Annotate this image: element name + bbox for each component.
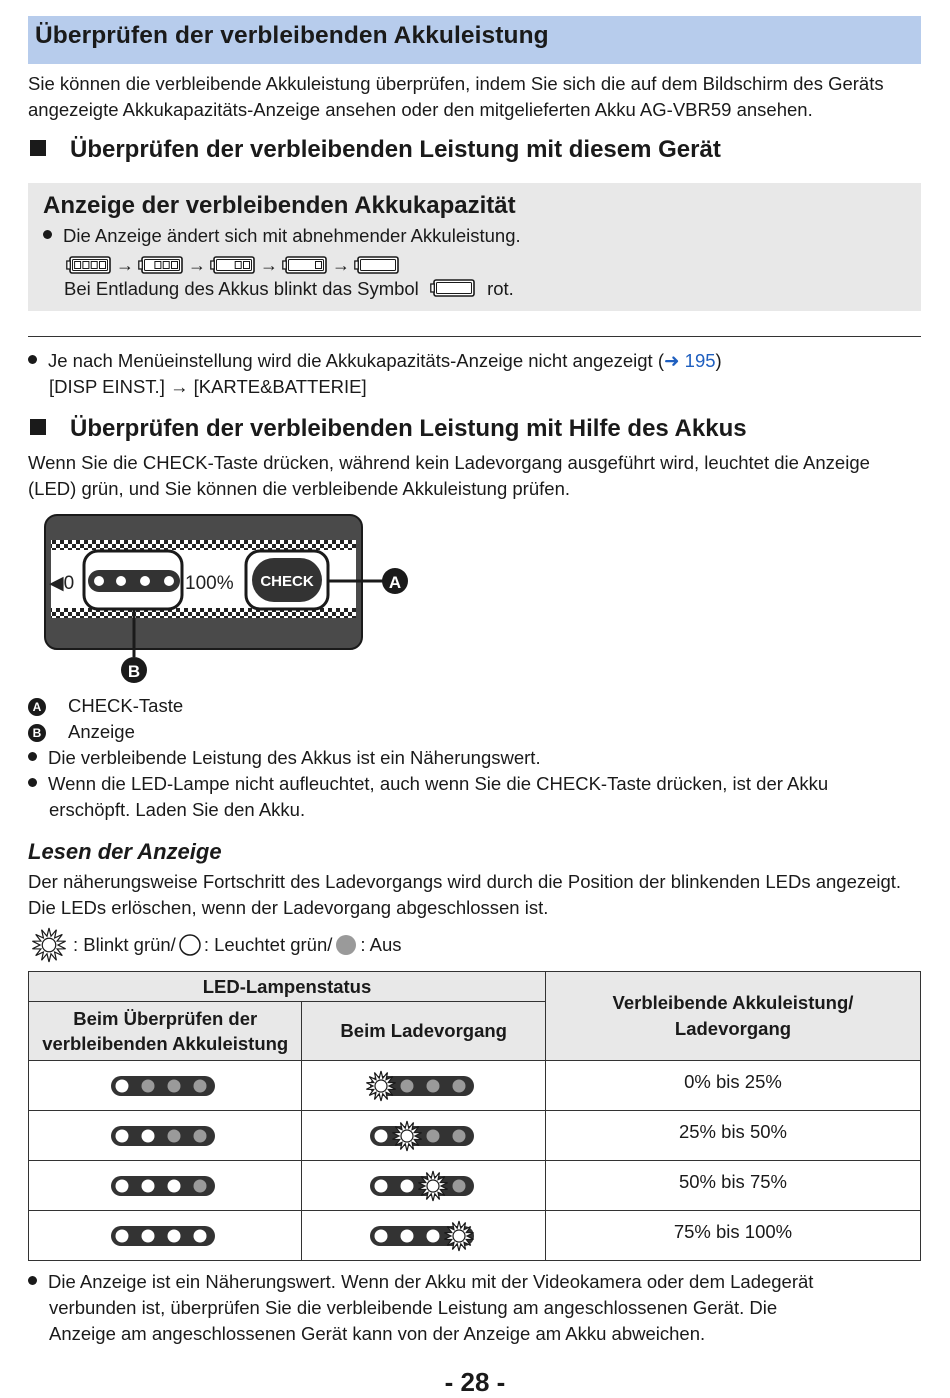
zero-label: ◀0 (49, 573, 75, 594)
check-led-strip (107, 1118, 223, 1154)
svg-text:B: B (127, 662, 141, 681)
battery-segment (155, 262, 161, 269)
led-lit (374, 1129, 387, 1142)
led-key: : Blinkt grün/ : Leuchtet grün/ : Aus (30, 927, 402, 963)
battery-segment (91, 262, 97, 269)
battery-level-0-icon (354, 254, 400, 276)
marker-b-icon: B (28, 724, 46, 742)
section1-heading: Überprüfen der verbleibenden Leistung mit diesem Gerät (28, 136, 721, 164)
led-off (452, 1179, 465, 1192)
led-status-table (28, 971, 921, 1261)
led-lit (142, 1229, 155, 1242)
led-off (168, 1129, 181, 1142)
led-lit (142, 1129, 155, 1142)
charging-status-cell (302, 1111, 546, 1161)
led-lit (116, 1229, 129, 1242)
led-lit (194, 1229, 207, 1242)
intro-text: Sie können die verbleibende Akkuleistung überprüfen, indem Sie sich die auf dem Bildschirm des Geräts angezeigte Akkukapazitäts-Anzeige ansehen oder den mitgelieferten Akku AG-VBR59 ansehen. (28, 73, 884, 120)
led-off (452, 1129, 465, 1142)
battery-segment (163, 262, 169, 269)
blink-note: Bei Entladung des Akkus blinkt das Symbol rot. (64, 278, 514, 299)
battery-level-3-icon (138, 254, 184, 276)
legend-a: A CHECK-Taste (28, 693, 183, 719)
led-off (142, 1079, 155, 1092)
led-4 (164, 576, 174, 586)
remaining-range-cell: 50% bis 75% (545, 1161, 920, 1211)
blink-center (401, 1130, 413, 1142)
blink-center (375, 1080, 387, 1092)
battery-level-sequence (66, 254, 400, 278)
led-lit (168, 1229, 181, 1242)
table-row (29, 1111, 921, 1161)
charging-led-strip (366, 1068, 482, 1104)
sequence-arrow: → (116, 254, 134, 275)
battery-empty-icon (430, 277, 476, 299)
footer-note-3: Anzeige am angeschlossenen Gerät kann von der Anzeige am Akku abweichen. (49, 1323, 706, 1344)
check-status-cell (29, 1211, 302, 1261)
section2-heading: Überprüfen der verbleibenden Leistung mit Hilfe des Akkus (28, 415, 747, 443)
led-off (194, 1179, 207, 1192)
battery-level-2-icon (210, 254, 256, 276)
divider (28, 336, 921, 337)
lit-led-icon (178, 933, 202, 957)
led-1 (94, 576, 104, 586)
footer-note-2: verbunden ist, überprüfen Sie die verbleibende Leistung am angeschlossenen Gerät. Die (49, 1297, 778, 1318)
led-lit (142, 1179, 155, 1192)
square-bullet-icon (30, 419, 46, 435)
check-led-strip (107, 1068, 223, 1104)
led-off (194, 1079, 207, 1092)
table-header-main: LED-Lampenstatus (29, 972, 546, 1002)
check-led-strip (107, 1218, 223, 1254)
reading-heading: Lesen der Anzeige (28, 839, 222, 864)
led-lit (426, 1229, 439, 1242)
table-header-remaining: Verbleibende Akkuleistung/ Ladevorgang (545, 972, 920, 1061)
battery-segment (172, 262, 178, 269)
battery-level-1-icon (282, 254, 328, 276)
battery-segment (235, 262, 241, 269)
led-off (400, 1079, 413, 1092)
charging-status-cell (302, 1211, 546, 1261)
led-lit (400, 1179, 413, 1192)
sequence-arrow: → (188, 254, 206, 275)
table-row (29, 1211, 921, 1261)
sequence-arrow: → (260, 254, 278, 275)
blink-center (453, 1230, 465, 1242)
bullet-icon (28, 355, 37, 364)
bullet-led-off: Wenn die LED-Lampe nicht aufleuchtet, auch wenn Sie die CHECK-Taste drücken, ist der Akku (28, 771, 828, 797)
remaining-range-cell: 0% bis 25% (545, 1061, 920, 1111)
legend-b: B Anzeige (28, 719, 135, 745)
sequence-arrow: → (332, 254, 350, 275)
marker-a-icon: A (28, 698, 46, 716)
table-row (29, 1061, 921, 1111)
charging-led-strip (366, 1118, 482, 1154)
led-off (426, 1129, 439, 1142)
battery-segment (83, 262, 89, 269)
square-bullet-icon (30, 140, 46, 156)
blinking-led-icon (30, 927, 72, 963)
battery-segment (100, 262, 106, 269)
table-header-charging: Beim Ladevorgang (302, 1002, 546, 1061)
charging-led-strip (366, 1218, 482, 1254)
check-led-strip (107, 1168, 223, 1204)
led-lit (168, 1179, 181, 1192)
led-lit (374, 1229, 387, 1242)
check-status-cell (29, 1061, 302, 1111)
led-lit (116, 1179, 129, 1192)
bullet-icon (28, 1276, 37, 1285)
bullet-icon (43, 230, 52, 239)
remaining-range-cell: 25% bis 50% (545, 1111, 920, 1161)
capacity-box-bullet: Die Anzeige ändert sich mit abnehmender Akkuleistung. (43, 223, 521, 249)
bullet-approx: Die verbleibende Leistung des Akkus ist ein Näherungswert. (28, 745, 541, 771)
battery-level-4-icon (66, 254, 112, 276)
charging-status-cell (302, 1061, 546, 1111)
led-off (168, 1079, 181, 1092)
bullet-led-off-cont: erschöpft. Laden Sie den Akku. (49, 799, 306, 820)
led-3 (140, 576, 150, 586)
bullet-icon (28, 752, 37, 761)
table-row (29, 1161, 921, 1211)
charging-status-cell (302, 1161, 546, 1211)
led-off (452, 1079, 465, 1092)
led-lit (374, 1179, 387, 1192)
led-lit (116, 1079, 129, 1092)
check-status-cell (29, 1111, 302, 1161)
blink-center (42, 938, 56, 952)
charging-led-strip (366, 1168, 482, 1204)
footer-note-1: Die Anzeige ist ein Näherungswert. Wenn der Akku mit der Videokamera oder dem Ladegerät (28, 1269, 813, 1295)
led-off (426, 1079, 439, 1092)
battery-segment (75, 262, 81, 269)
led-off (194, 1129, 207, 1142)
battery-check-illustration (40, 512, 420, 690)
check-button-label: CHECK (260, 573, 314, 590)
hundred-label: 100% (185, 573, 234, 594)
section2-text: Wenn Sie die CHECK-Taste drücken, während kein Ladevorgang ausgeführt wird, leuchtet die Anzeige (LED) grün, und Sie können die verbleibende Akkuleistung prüfen. (28, 452, 870, 499)
battery-segment (316, 262, 322, 269)
off-led-icon (334, 933, 358, 957)
led-lit (400, 1229, 413, 1242)
remaining-range-cell: 75% bis 100% (545, 1211, 920, 1261)
page-number: - 28 - (444, 1367, 506, 1397)
table-header-check: Beim Überprüfen der verbleibenden Akkuleistung (29, 1002, 302, 1061)
led-2 (116, 576, 126, 586)
svg-text:A: A (388, 573, 402, 592)
page-title: Überprüfen der verbleibenden Akkuleistung (28, 16, 921, 64)
battery-segment (244, 262, 250, 269)
menu-path: [DISP EINST.] → [KARTE&BATTERIE] (49, 376, 367, 397)
led-lit (116, 1129, 129, 1142)
page-link-195[interactable]: ➜ 195 (664, 350, 716, 371)
bullet-icon (28, 778, 37, 787)
capacity-box-title: Anzeige der verbleibenden Akkukapazität (43, 192, 516, 219)
blink-center (427, 1180, 439, 1192)
menu-note: Je nach Menüeinstellung wird die Akkukapazitäts-Anzeige nicht angezeigt (➜ 195) (28, 348, 722, 374)
check-status-cell (29, 1161, 302, 1211)
reading-text: Der näherungsweise Fortschritt des Ladevorgangs wird durch die Position der blinkenden LEDs angezeigt. Die LEDs erlöschen, wenn der Ladevorgang abgeschlossen ist. (28, 871, 902, 918)
